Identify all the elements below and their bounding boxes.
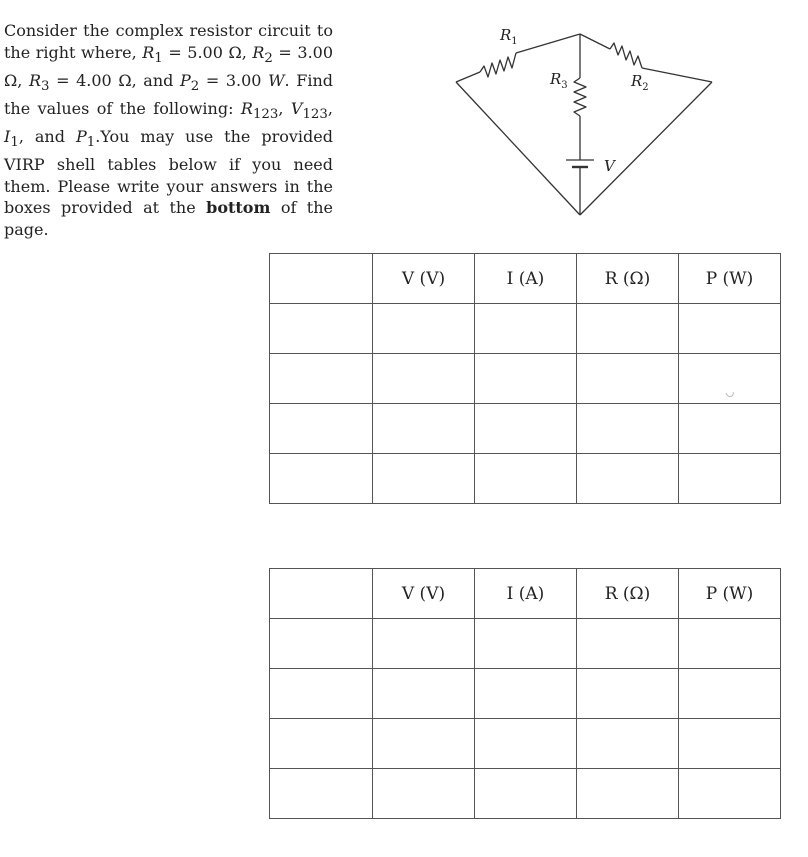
resistor-r3	[574, 78, 586, 116]
resistor-r2	[610, 43, 642, 68]
header-cell-voltage: V (V)	[373, 569, 475, 619]
table-cell[interactable]	[270, 669, 373, 719]
table-cell[interactable]	[270, 304, 373, 354]
table-header-row	[270, 254, 781, 304]
virp-table-2	[269, 568, 781, 819]
table-cell[interactable]	[475, 769, 577, 819]
header-cell-blank	[270, 254, 373, 304]
table-cell[interactable]	[679, 719, 781, 769]
table-row	[270, 304, 781, 354]
table-cell[interactable]	[270, 404, 373, 454]
table-row	[270, 719, 781, 769]
wire-outer-right	[580, 82, 712, 215]
table-cell[interactable]	[373, 304, 475, 354]
table-row	[270, 354, 781, 404]
table-cell[interactable]	[577, 454, 679, 504]
table-row	[270, 769, 781, 819]
resistor-r1	[480, 53, 516, 77]
table-cell[interactable]	[577, 769, 679, 819]
header-cell-power: P (W)	[679, 569, 781, 619]
table-cell[interactable]	[679, 404, 781, 454]
table-cell[interactable]	[577, 404, 679, 454]
table-header-row	[270, 569, 781, 619]
table-cell[interactable]	[373, 719, 475, 769]
table-cell[interactable]	[270, 719, 373, 769]
stray-pencil-mark	[725, 391, 735, 399]
wire-right-top	[580, 34, 610, 49]
table-cell[interactable]	[577, 719, 679, 769]
table-cell[interactable]	[679, 769, 781, 819]
table-cell[interactable]	[577, 669, 679, 719]
label-r1: $R_1$	[500, 26, 518, 47]
table-cell[interactable]	[679, 619, 781, 669]
wire-top	[516, 34, 580, 53]
table-cell[interactable]	[373, 619, 475, 669]
table-cell[interactable]	[475, 619, 577, 669]
circuit-diagram	[450, 20, 720, 220]
emphasis-bottom: bottom	[206, 198, 271, 218]
table-cell[interactable]	[270, 454, 373, 504]
table-row	[270, 454, 781, 504]
table-cell[interactable]	[475, 719, 577, 769]
table-cell[interactable]	[373, 669, 475, 719]
table-row	[270, 404, 781, 454]
table-row	[270, 619, 781, 669]
virp-table-1	[269, 253, 781, 504]
table-cell[interactable]	[270, 354, 373, 404]
table-cell[interactable]	[373, 404, 475, 454]
table-cell[interactable]	[475, 404, 577, 454]
header-cell-voltage: V (V)	[373, 254, 475, 304]
table-cell[interactable]	[679, 669, 781, 719]
wire-outer-left	[456, 82, 580, 215]
table-cell[interactable]	[679, 304, 781, 354]
table-cell[interactable]	[475, 454, 577, 504]
wire-right	[642, 68, 712, 82]
header-cell-power: P (W)	[679, 254, 781, 304]
table-cell[interactable]	[475, 354, 577, 404]
table-cell[interactable]	[270, 619, 373, 669]
table-cell[interactable]	[270, 769, 373, 819]
table-cell[interactable]	[373, 769, 475, 819]
table-cell[interactable]	[577, 619, 679, 669]
table-cell[interactable]	[373, 354, 475, 404]
table-cell[interactable]	[373, 454, 475, 504]
table-cell[interactable]	[577, 304, 679, 354]
problem-statement	[4, 20, 333, 241]
header-cell-current: I (A)	[475, 569, 577, 619]
problem-text: Consider the complex resistor circuit to the right where, $R_1 = 5.00$ Ω, $R_2 = 3.00$ Ω, $R_3 = 4.00$ Ω, and $P_2 = 3.00$ W. Find the values of the following: $R_{123}$, $V_{123}$, $I_1$, and $P_1.You$ may use the provided VIRP shell tables below if you need them. Please write your answers in the boxes provided at the bottom of the page.	[4, 21, 334, 240]
table-row	[270, 669, 781, 719]
table-cell[interactable]	[577, 354, 679, 404]
wire-left	[456, 72, 480, 82]
table-cell[interactable]	[679, 454, 781, 504]
header-cell-resistance: R (Ω)	[577, 254, 679, 304]
label-v: V	[604, 157, 615, 175]
header-cell-current: I (A)	[475, 254, 577, 304]
table-cell[interactable]	[475, 669, 577, 719]
table-cell[interactable]	[475, 304, 577, 354]
header-cell-resistance: R (Ω)	[577, 569, 679, 619]
header-cell-blank	[270, 569, 373, 619]
label-r3: $R_3$	[550, 70, 568, 91]
label-r2: $R_2$	[631, 72, 649, 93]
